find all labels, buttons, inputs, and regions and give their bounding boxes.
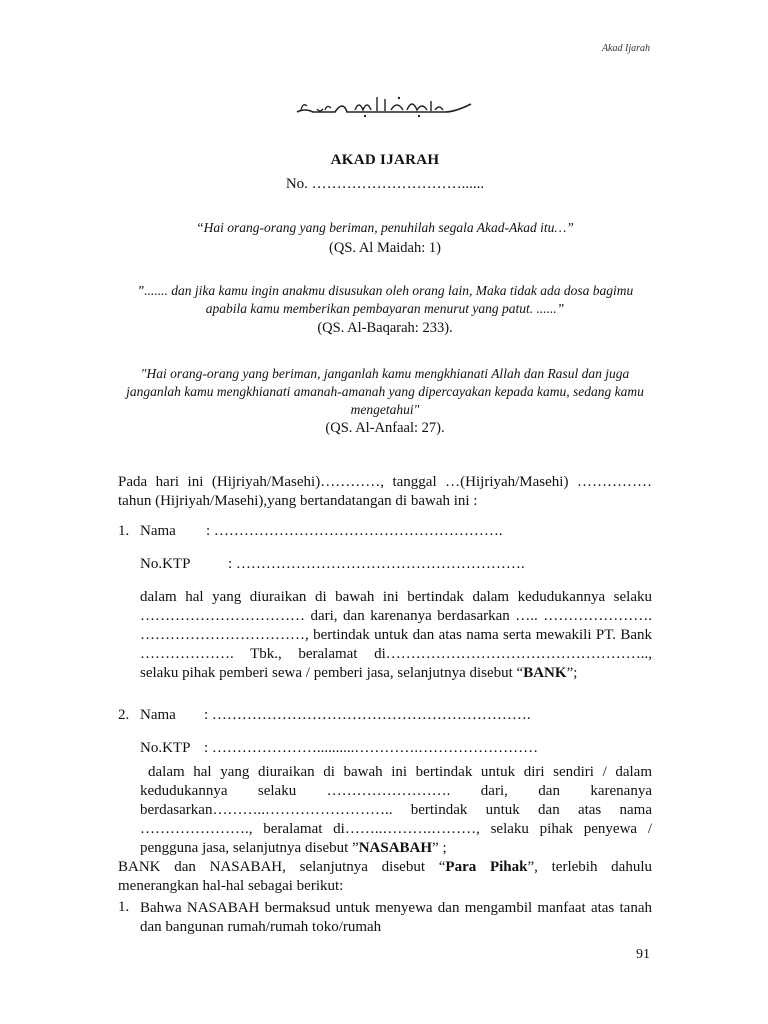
recital-1-text: Bahwa NASABAH bermaksud untuk menyewa dan mengambil manfaat atas tanah dan bangunan rumah/rumah toko/rumah [140, 900, 652, 935]
running-header: Akad Ijarah [601, 43, 650, 54]
party-1-desc-end: ”; [566, 665, 578, 681]
parties-statement [118, 858, 652, 896]
page-number: 91 [636, 947, 650, 962]
basmala-calligraphy [295, 90, 475, 120]
party-2-role-name: NASABAH [358, 840, 433, 856]
parties-term: Para Pihak [445, 859, 528, 875]
party-2-desc-end: ” ; [432, 840, 447, 856]
document-number: No. …………………………...... [285, 176, 485, 192]
quote-2-reference: (QS. Al-Baqarah: 233). [317, 320, 453, 336]
party-2-name-value: : ………………………………………………………. [204, 707, 531, 723]
party-1-number: 1. [118, 523, 130, 539]
document-title: AKAD IJARAH [330, 152, 440, 168]
quote-3-reference: (QS. Al-Anfaal: 27). [325, 420, 445, 436]
quote-1-reference: (QS. Al Maidah: 1) [329, 240, 441, 256]
party-2-ktp-value: : …………………..........………….…………………… [204, 740, 539, 756]
quote-3: "Hai orang-orang yang beriman, janganlah kamu mengkhianati Allah dan Rasul dan juga janganlah kamu mengkhianati amanah-amanah yang dipercayakan kepada kamu, sedang kamu mengetahui" [126, 366, 644, 417]
parties-statement-end: ”, terlebih dahulu menerangkan hal-hal sebagai berikut: [118, 859, 652, 894]
party-1-name-value: : …………………………………………………. [206, 523, 503, 539]
party-2-name-label: Nama [140, 707, 176, 723]
quote-1: “Hai orang-orang yang beriman, penuhilah segala Akad-Akad itu…” [196, 220, 574, 235]
recital-1-number: 1. [118, 899, 130, 915]
party-2-description [140, 763, 652, 858]
party-1-name-label: Nama [140, 523, 176, 539]
party-1-role-name: BANK [523, 665, 567, 681]
party-1-ktp-label: No.KTP [140, 556, 191, 572]
intro-paragraph: Pada hari ini (Hijriyah/Masehi)…………, tanggal …(Hijriyah/Masehi) ……………tahun (Hijriyah/Masehi),yang bertandatangan di bawah ini : [118, 474, 652, 509]
party-2-desc-text: dalam hal yang diuraikan di bawah ini bertindak untuk diri sendiri / dalam kedudukannya selaku ……………………. dari, dan karenanya berdasarkan………..…………………….. bertindak untuk dan atas nama …………………., beralamat di……..……….………, selaku pihak penyewa / pengguna jasa, selanjutnya disebut ” [140, 764, 652, 856]
parties-statement-text: BANK dan NASABAH, selanjutnya disebut “ [118, 859, 446, 875]
party-1-ktp-value: : …………………………………………………. [228, 556, 525, 572]
party-1-desc-text: dalam hal yang diuraikan di bawah ini bertindak dalam kedudukannya selaku …………………………… dari, dan karenanya berdasarkan ….. …………………. ……………………………, bertindak untuk dan atas nama serta mewakili PT. Bank ………………. Tbk., beralamat di…………………………………………….., selaku pihak pemberi sewa / pemberi jasa, selanjutnya disebut “ [140, 589, 652, 681]
party-1-description [140, 588, 652, 683]
party-2-number: 2. [118, 707, 130, 723]
quote-2: ”....... dan jika kamu ingin anakmu disusukan oleh orang lain, Maka tidak ada dosa bagimu apabila kamu memberikan pembayaran menurut yang patut. ......” [136, 283, 634, 316]
party-2-ktp-label: No.KTP [140, 740, 191, 756]
